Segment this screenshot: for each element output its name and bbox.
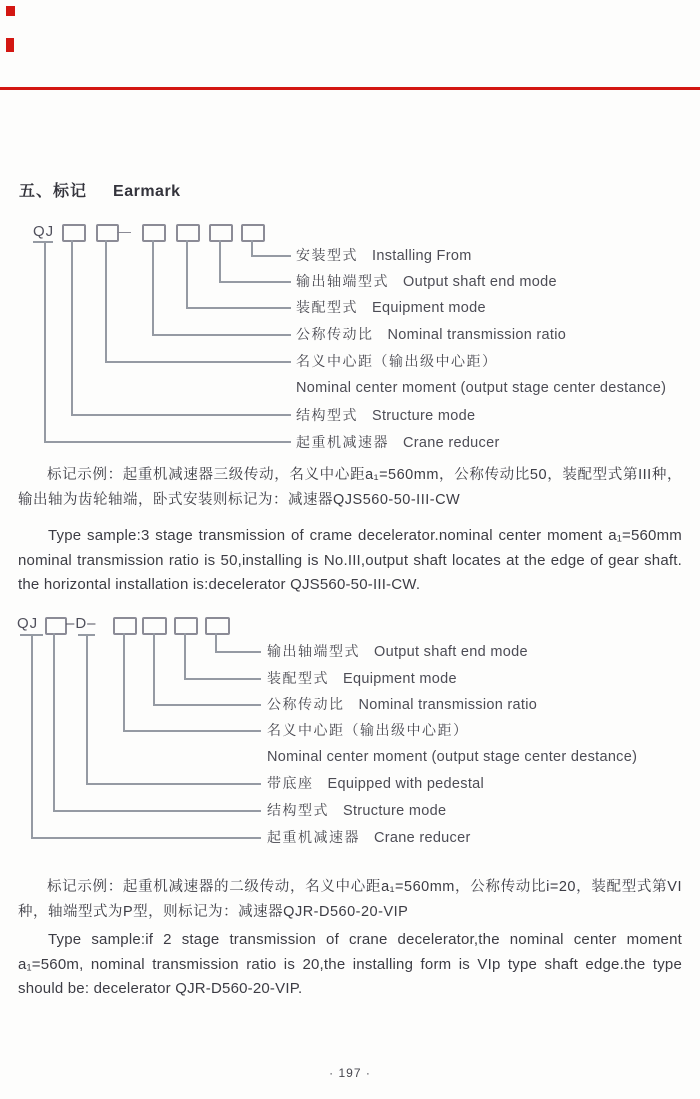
label-en: Output shaft end mode — [374, 644, 528, 660]
diagram-label-row — [267, 828, 471, 847]
diagram-label-row — [296, 272, 557, 291]
page-title-en: Earmark — [113, 183, 181, 200]
connector-line — [86, 635, 88, 784]
connector-line — [153, 704, 261, 706]
code-box — [241, 224, 265, 242]
connector-line — [251, 255, 291, 257]
diagram-label-row — [267, 774, 484, 793]
code-box — [113, 617, 137, 635]
marking-example-1-cn: 标记示例：起重机减速器三级传动，名义中心距a₁=560mm，公称传动比50，装配型式第III种，输出轴为齿轮轴端，卧式安装则标记为：减速器QJS560-50-III-CW — [18, 467, 682, 508]
page-title-cn: 五、标记 — [19, 183, 88, 200]
label-cn: 公称传动比 — [267, 696, 345, 712]
connector-line — [219, 281, 291, 283]
diagram-label-row — [267, 801, 446, 820]
diagram-label-row — [296, 406, 475, 425]
label-cn: 带底座 — [267, 775, 314, 791]
prefix-underline — [33, 241, 53, 243]
code-d-segment: –D– — [66, 615, 97, 632]
diagram-label-row — [267, 695, 537, 714]
diagram-label-row — [296, 246, 472, 265]
marking-example-1-en: Type sample:3 stage transmission of crame decelerator.nominal center moment a₁=560mm nominal transmission ratio is 50,installing is No.III,output shaft locates at the edge of gear shaft. the horizontal installation is:decelerator QJS560-50-III-CW. — [18, 527, 682, 593]
label-cn: 装配型式 — [296, 299, 358, 315]
connector-line — [251, 240, 253, 256]
connector-line — [153, 633, 155, 705]
connector-line — [53, 633, 55, 811]
label-cn: 输出轴端型式 — [267, 643, 360, 659]
connector-line — [44, 243, 46, 442]
connector-line — [152, 240, 154, 335]
label-en: Equipment mode — [343, 671, 457, 687]
marking-example-2-cn: 标记示例：起重机减速器的二级传动，名义中心距a₁=560mm，公称传动比i=20，装配型式第VI种，轴端型式为P型，则标记为：减速器QJR-D560-20-VIP — [18, 879, 682, 920]
connector-line — [123, 730, 261, 732]
label-cn: 结构型式 — [267, 802, 329, 818]
code-box — [96, 224, 119, 242]
diagram-label-row — [267, 642, 528, 661]
label-cn: 起重机减速器 — [296, 434, 389, 450]
connector-line — [184, 633, 186, 679]
page-number: · 197 · — [329, 1066, 371, 1080]
red-corner-mark — [6, 6, 15, 16]
label-en: Crane reducer — [374, 830, 471, 846]
connector-line — [186, 240, 188, 308]
label-cn: 安装型式 — [296, 247, 358, 263]
label-en: Nominal transmission ratio — [387, 327, 567, 343]
code-box — [142, 224, 166, 242]
label-cn: 名义中心距（输出级中心距） — [267, 722, 469, 738]
label-en: Nominal center moment (output stage center destance) — [296, 380, 667, 396]
connector-line — [105, 240, 107, 362]
label-en: Equipment mode — [372, 300, 486, 316]
connector-line — [71, 414, 291, 416]
red-corner-mark — [6, 38, 14, 52]
code-box — [209, 224, 233, 242]
diagram-label-row — [296, 298, 486, 317]
connector-line — [31, 635, 33, 838]
code-box — [142, 617, 167, 635]
code-box — [174, 617, 198, 635]
label-en: Structure mode — [343, 803, 447, 819]
page-title — [19, 178, 181, 201]
code-prefix: QJ — [17, 615, 39, 632]
diagram-label-row — [296, 433, 500, 452]
code-box — [205, 617, 230, 635]
connector-line — [71, 240, 73, 415]
code-separator: — — [117, 223, 131, 239]
connector-line — [53, 810, 261, 812]
connector-line — [186, 307, 291, 309]
diagram-label-row — [296, 352, 498, 371]
connector-line — [215, 633, 217, 652]
label-cn: 起重机减速器 — [267, 829, 360, 845]
code-box — [62, 224, 86, 242]
label-en: Nominal transmission ratio — [358, 697, 538, 713]
code-prefix: QJ — [33, 223, 55, 240]
code-box — [176, 224, 200, 242]
connector-line — [44, 441, 291, 443]
connector-line — [184, 678, 261, 680]
diagram-label-row — [267, 721, 469, 740]
diagram-label-row — [296, 379, 666, 397]
connector-line — [105, 361, 291, 363]
label-cn: 名义中心距（输出级中心距） — [296, 353, 498, 369]
connector-line — [31, 837, 261, 839]
label-en: Output shaft end mode — [403, 274, 557, 290]
label-en: Structure mode — [372, 408, 476, 424]
code-box — [45, 617, 67, 635]
connector-line — [219, 240, 221, 282]
label-en: Nominal center moment (output stage center destance) — [267, 749, 638, 765]
label-cn: 结构型式 — [296, 407, 358, 423]
connector-line — [152, 334, 291, 336]
label-cn: 装配型式 — [267, 670, 329, 686]
diagram-label-row — [296, 325, 566, 344]
label-en: Equipped with pedestal — [327, 776, 485, 792]
diagram-label-row — [267, 669, 457, 688]
label-en: Installing From — [372, 248, 472, 264]
label-cn: 输出轴端型式 — [296, 273, 389, 289]
connector-line — [86, 783, 261, 785]
connector-line — [215, 651, 261, 653]
connector-line — [123, 633, 125, 731]
diagram-label-row — [267, 748, 637, 766]
marking-example-2-en: Type sample:if 2 stage transmission of crane decelerator,the nominal center moment a₁=560m, nominal transmission ratio is 20,the installing form is VIp type shaft edge.the type should be: decelerator QJR-D560-20-VIP. — [18, 931, 682, 997]
red-divider-line — [0, 87, 700, 90]
label-en: Crane reducer — [403, 435, 500, 451]
label-cn: 公称传动比 — [296, 326, 374, 342]
